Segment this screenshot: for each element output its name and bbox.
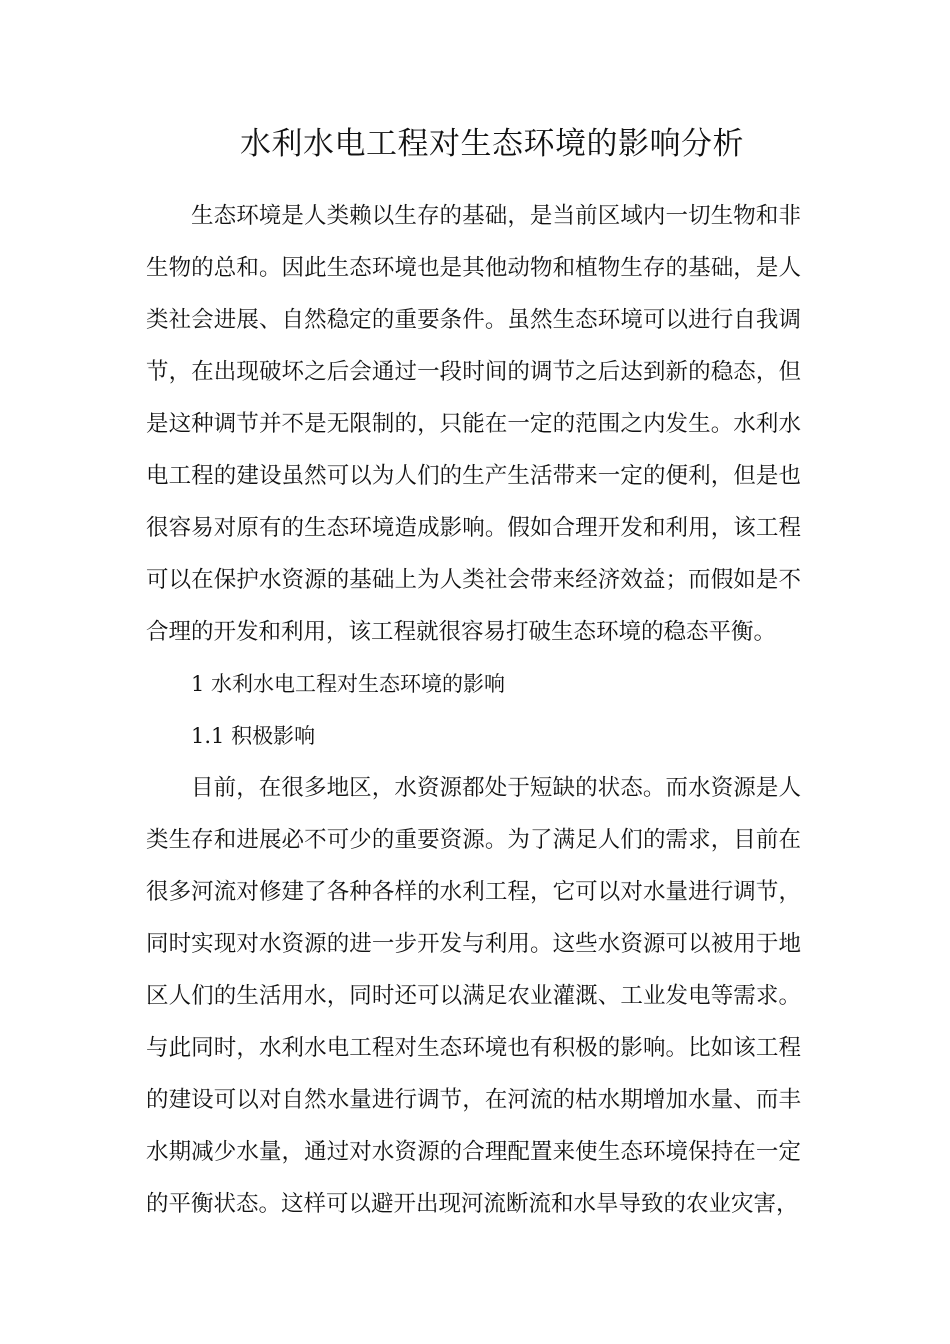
paragraph-positive-impact: 目前，在很多地区，水资源都处于短缺的状态。而水资源是人类生存和进展必不可少的重要资源。为了满足人们的需求，目前在很多河流对修建了各种各样的水利工程，它可以对水量进行调节，同时实现对水资源的进一步开发与利用。这些水资源可以被用于地区人们的生活用水，同时还可以满足农业灌溉、工业发电等需求。与此同时，水利水电工程对生态环境也有积极的影响。比如该工程的建设可以对自然水量进行调节，在河流的枯水期增加水量、而丰水期减少水量，通过对水资源的合理配置来使生态环境保持在一定的平衡状态。这样可以避开出现河流断流和水旱导致的农业灾害， (146, 775, 801, 1217)
document-title: 水利水电工程对生态环境的影响分析 (240, 126, 744, 162)
subsection-heading: 1.1 积极影响 (191, 724, 316, 748)
paragraph-intro: 生态环境是人类赖以生存的基础，是当前区域内一切生物和非生物的总和。因此生态环境也是其他动物和植物生存的基础，是人类社会进展、自然稳定的重要条件。虽然生态环境可以进行自我调节，在出现破坏之后会通过一段时间的调节之后达到新的稳态，但是这种调节并不是无限制的，只能在一定的范围之内发生。水利水电工程的建设虽然可以为人们的生产生活带来一定的便利，但是也很容易对原有的生态环境造成影响。假如合理开发和利用，该工程可以在保护水资源的基础上为人类社会带来经济效益；而假如是不合理的开发和利用，该工程就很容易打破生态环境的稳态平衡。 (146, 203, 801, 645)
document-body (146, 190, 801, 1230)
section-heading: 1 水利水电工程对生态环境的影响 (191, 672, 506, 696)
